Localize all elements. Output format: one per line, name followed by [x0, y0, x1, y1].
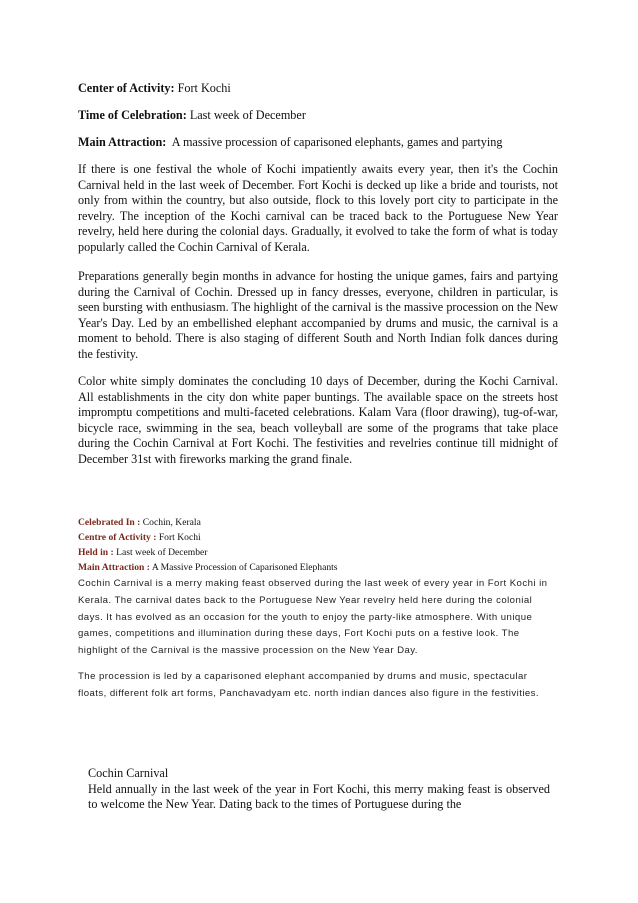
- celebrated-in-line: [78, 515, 558, 530]
- center-label: Center of Activity:: [78, 81, 175, 95]
- held-label: Held in :: [78, 547, 114, 558]
- excerpt-section: [88, 766, 550, 813]
- excerpt-text: Held annually in the last week of the year in Fort Kochi, this merry making feast is observed to welcome the New Year. Dating back to the times of Portuguese during the: [88, 781, 550, 811]
- centre-of-activity-line: [78, 530, 558, 545]
- time-of-celebration-line: [78, 108, 558, 123]
- center-value: Fort Kochi: [177, 81, 231, 95]
- details-paragraph-1: Cochin Carnival is a merry making feast observed during the last week of every year in Fort Kochi in Kerala. The carnival dates back to the Portuguese New Year revelry held here during the colonial days. It has evolved as an occasion for the youth to enjoy the party-like atmosphere. With unique games, competitions and illumination during these days, Fort Kochi puts on a festive look. The highlight of the Carnival is the massive procession on the New Year Day.: [78, 578, 548, 657]
- main-detail-label: Main Attraction :: [78, 562, 150, 573]
- article-paragraph-2: Preparations generally begin months in advance for hosting the unique games, fairs and partying during the Carnival of Cochin. Dressed up in fancy dresses, everyone, children in particular, is seen bursting with enthusiasm. The highlight of the carnival is the massive procession on the New Year's Day. Led by an embellished elephant accompanied by drums and music, the carnival is a moment to behold. There is also staging of different South and North Indian folk dances during the festivity.: [78, 269, 558, 361]
- main-attraction-line: [78, 135, 558, 150]
- centre-label: Centre of Activity :: [78, 532, 157, 543]
- main-attraction-detail-line: [78, 560, 558, 575]
- time-value: Last week of December: [189, 108, 306, 122]
- article-paragraph-1: If there is one festival the whole of Kochi impatiently awaits every year, then it's the Cochin Carnival held in the last week of December. Fort Kochi is decked up like a bride and tourists, not only from within the country, but also outside, flock to this lovely port city to participate in the revelry. The inception of the Kochi carnival can be traced back to the Portuguese New Year revelry, held here during the colonial days. Gradually, it evolved to take the form of what is today popularly called the Cochin Carnival of Kerala.: [78, 162, 558, 254]
- main-label: Main Attraction:: [78, 135, 167, 149]
- main-value: A massive procession of caparisoned elephants, games and partying: [171, 135, 503, 149]
- held-value: Last week of December: [116, 547, 208, 558]
- held-in-line: [78, 545, 558, 560]
- celebrated-value: Cochin, Kerala: [142, 517, 201, 528]
- excerpt-title: Cochin Carnival: [88, 766, 169, 780]
- article-paragraph-3: Color white simply dominates the concluding 10 days of December, during the Kochi Carnival. All establishments in the city don white paper buntings. The available space on the streets host impromptu competitions and multi-faceted celebrations. Kalam Vara (floor drawing), tug-of-war, bicycle race, swimming in the sea, beach volleyball are some of the programs that take place during the Cochin Carnival at Fort Kochi. The festivities and revelries continue till midnight of December 31st with fireworks marking the grand finale.: [78, 374, 558, 466]
- center-of-activity-line: [78, 81, 558, 96]
- centre-value: Fort Kochi: [158, 532, 201, 543]
- main-detail-value: A Massive Procession of Caparisoned Elephants: [151, 562, 338, 573]
- celebrated-label: Celebrated In :: [78, 517, 141, 528]
- details-section: [78, 515, 558, 703]
- time-label: Time of Celebration:: [78, 108, 187, 122]
- details-paragraph-2: The procession is led by a caparisoned elephant accompanied by drums and music, spectacular floats, different folk art forms, Panchavadyam etc. north indian dances also figure in the festivities.: [78, 670, 540, 699]
